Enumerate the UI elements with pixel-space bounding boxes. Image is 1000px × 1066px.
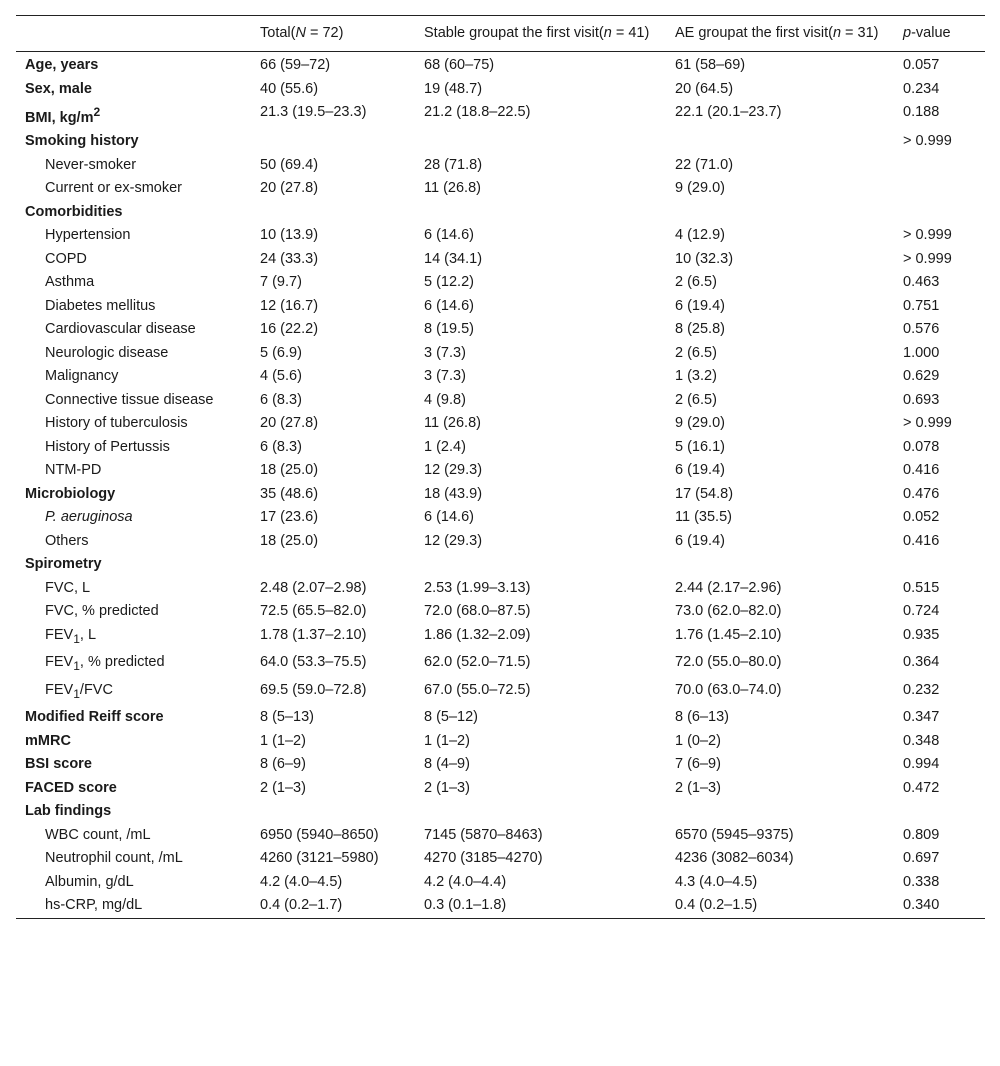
cell-stable: 4270 (3185–4270)	[424, 850, 543, 866]
cell-ae: 73.0 (62.0–82.0)	[675, 603, 782, 620]
row-label: Asthma	[45, 274, 95, 291]
row-label: Cardiovascular disease	[45, 321, 196, 338]
cell-stable: 3 (7.3)	[424, 344, 466, 361]
cell-ae: 6 (19.4)	[675, 532, 725, 549]
table-row	[16, 706, 985, 730]
cell-p-value: 0.234	[903, 80, 940, 97]
cell-ae: 2.44 (2.17–2.96)	[675, 579, 782, 596]
cell-p-value: 0.935	[903, 626, 940, 643]
table-row	[16, 777, 985, 801]
table-row	[16, 506, 985, 530]
cell-stable: 4.2 (4.0–4.4)	[424, 873, 507, 890]
cell-total: 4.2 (4.0–4.5)	[260, 873, 343, 890]
cell-p-value: 0.751	[903, 297, 940, 314]
cell-stable: 2 (1–3)	[424, 779, 470, 796]
row-label: History of Pertussis	[45, 438, 170, 455]
table-row	[16, 154, 985, 178]
cell-p-value: 0.078	[903, 438, 940, 455]
cell-ae: 9 (29.0)	[675, 415, 725, 432]
cell-stable: 6 (14.6)	[424, 509, 474, 526]
row-label: Lab findings	[25, 803, 112, 819]
table-row	[16, 800, 985, 824]
table-body	[16, 52, 985, 919]
cell-ae	[665, 553, 893, 577]
row-label: Microbiology	[25, 485, 116, 502]
row-label: $FEV_1$, % predicted	[45, 654, 165, 674]
cell-p-value: 0.347	[903, 709, 940, 725]
cell-ae: 70.0 (63.0–74.0)	[675, 681, 782, 698]
cell-total	[250, 800, 414, 824]
row-label: FVC, L	[45, 579, 91, 596]
cell-ae: 6 (19.4)	[675, 462, 725, 479]
cell-p-value	[893, 800, 985, 824]
table-row	[16, 847, 985, 871]
cell-p-value: > 0.999	[903, 250, 952, 267]
cell-p-value: 0.697	[903, 850, 940, 866]
cell-stable	[414, 800, 665, 824]
cell-stable: 8 (5–12)	[424, 709, 479, 725]
cell-ae: 2 (6.5)	[675, 391, 717, 408]
row-label: COPD	[45, 250, 87, 267]
cell-total: 4 (5.6)	[260, 368, 302, 385]
cell-p-value: 0.463	[903, 274, 940, 291]
cell-ae: 22.1 (20.1–23.7)	[675, 104, 782, 120]
cell-p-value	[893, 553, 985, 577]
cell-total: 7 (9.7)	[260, 274, 302, 291]
row-label: Others	[45, 532, 89, 549]
cell-p-value	[893, 201, 985, 225]
cell-ae: 17 (54.8)	[675, 485, 734, 502]
cell-ae: 1 (3.2)	[675, 368, 717, 385]
header-total: Total(N = 72)	[260, 25, 344, 41]
cell-p-value	[893, 154, 985, 178]
cell-p-value	[893, 177, 985, 201]
cell-ae: 1.76 (1.45–2.10)	[675, 626, 782, 643]
cell-ae: 7 (6–9)	[675, 756, 721, 772]
cell-p-value: 1.000	[903, 344, 940, 361]
header-stable-group: Stable groupat the first visit(n = 41)	[424, 25, 650, 41]
row-label: Malignancy	[45, 368, 119, 385]
cell-total: 40 (55.6)	[260, 80, 319, 97]
cell-stable: 72.0 (68.0–87.5)	[424, 603, 531, 620]
cell-stable: 12 (29.3)	[424, 462, 483, 479]
cell-stable: 8 (4–9)	[424, 756, 470, 772]
cell-total: 6 (8.3)	[260, 391, 302, 408]
cell-total: 72.5 (65.5–82.0)	[260, 603, 367, 620]
cell-ae: 5 (16.1)	[675, 438, 725, 455]
cell-stable: 21.2 (18.8–22.5)	[424, 104, 531, 120]
row-label: Sex, male	[25, 80, 92, 97]
row-label: hs-CRP, mg/dL	[45, 897, 143, 913]
cell-total	[250, 553, 414, 577]
cell-p-value: 0.057	[903, 57, 940, 73]
header-p-value: p-value	[903, 25, 951, 41]
cell-total: 6950 (5940–8650)	[260, 826, 379, 843]
cell-total: 20 (27.8)	[260, 415, 319, 432]
cell-stable: 0.3 (0.1–1.8)	[424, 897, 507, 913]
table-row	[16, 412, 985, 436]
cell-total: 69.5 (59.0–72.8)	[260, 681, 367, 698]
table-row	[16, 271, 985, 295]
row-label: Neutrophil count, /mL	[45, 850, 183, 866]
cell-stable: 4 (9.8)	[424, 391, 466, 408]
cell-stable: 1 (2.4)	[424, 438, 466, 455]
table-row	[16, 577, 985, 601]
cell-ae: 6 (19.4)	[675, 297, 725, 314]
row-label: Age, years	[25, 57, 99, 73]
table-row	[16, 436, 985, 460]
row-label: Smoking history	[25, 133, 139, 150]
cell-stable: 6 (14.6)	[424, 227, 474, 244]
row-label: Neurologic disease	[45, 344, 169, 361]
row-label: Never-smoker	[45, 156, 137, 173]
cell-stable: 62.0 (52.0–71.5)	[424, 654, 531, 671]
table-row	[16, 871, 985, 895]
cell-total: 21.3 (19.5–23.3)	[260, 104, 367, 120]
cell-ae: 10 (32.3)	[675, 250, 734, 267]
table-row	[16, 553, 985, 577]
cell-p-value: 0.052	[903, 509, 940, 526]
row-label: $FEV_1$/FVC	[45, 681, 113, 701]
cell-stable: 67.0 (55.0–72.5)	[424, 681, 531, 698]
cell-ae: 4.3 (4.0–4.5)	[675, 873, 758, 890]
cell-ae	[665, 130, 893, 154]
table-row	[16, 52, 985, 78]
baseline-characteristics-table	[16, 15, 985, 919]
row-label: mMRC	[25, 732, 71, 749]
table-row	[16, 318, 985, 342]
row-label: BSI score	[25, 756, 92, 772]
cell-total: 8 (6–9)	[260, 756, 306, 772]
table-row	[16, 530, 985, 554]
table-row	[16, 753, 985, 777]
cell-p-value: 0.693	[903, 391, 940, 408]
cell-ae: 8 (25.8)	[675, 321, 725, 338]
cell-stable: 6 (14.6)	[424, 297, 474, 314]
cell-ae	[665, 800, 893, 824]
header-row	[16, 16, 985, 52]
cell-stable: 28 (71.8)	[424, 156, 483, 173]
cell-ae: 4236 (3082–6034)	[675, 850, 794, 866]
cell-stable: 1 (1–2)	[424, 732, 470, 749]
table-row	[16, 624, 985, 651]
row-label: FACED score	[25, 779, 117, 796]
cell-ae: 61 (58–69)	[675, 57, 746, 73]
row-label: P. aeruginosa	[45, 509, 133, 526]
table-row	[16, 894, 985, 918]
cell-total	[250, 201, 414, 225]
cell-p-value: 0.476	[903, 485, 940, 502]
cell-total: 6 (8.3)	[260, 438, 302, 455]
cell-p-value: 0.232	[903, 681, 940, 698]
row-label: Current or ex-smoker	[45, 180, 182, 197]
cell-p-value: 0.994	[903, 756, 940, 772]
cell-p-value: 0.629	[903, 368, 940, 385]
row-label: Diabetes mellitus	[45, 297, 156, 314]
cell-stable: 19 (48.7)	[424, 80, 483, 97]
cell-total	[250, 130, 414, 154]
row-label: Albumin, g/dL	[45, 873, 134, 890]
cell-ae: 6570 (5945–9375)	[675, 826, 794, 843]
cell-total: 50 (69.4)	[260, 156, 319, 173]
cell-stable	[414, 130, 665, 154]
cell-ae: 4 (12.9)	[675, 227, 725, 244]
baseline-characteristics-table-container	[16, 15, 985, 919]
cell-stable: 7145 (5870–8463)	[424, 826, 543, 843]
cell-p-value: 0.188	[903, 104, 940, 120]
cell-stable: 5 (12.2)	[424, 274, 474, 291]
cell-ae: 2 (6.5)	[675, 274, 717, 291]
cell-stable: 68 (60–75)	[424, 57, 495, 73]
cell-ae: 8 (6–13)	[675, 709, 730, 725]
cell-stable	[414, 201, 665, 225]
cell-stable: 11 (26.8)	[424, 180, 481, 197]
header-label-cell	[16, 16, 250, 52]
cell-ae: 2 (1–3)	[675, 779, 721, 796]
row-label: NTM-PD	[45, 462, 102, 479]
cell-ae: 20 (64.5)	[675, 80, 734, 97]
row-label: BMI, $kg/m^2$	[25, 105, 101, 126]
table-row	[16, 78, 985, 102]
table-row	[16, 248, 985, 272]
cell-stable: 8 (19.5)	[424, 321, 474, 338]
cell-ae: 22 (71.0)	[675, 156, 734, 173]
table-row	[16, 483, 985, 507]
cell-p-value: 0.416	[903, 532, 940, 549]
cell-p-value: 0.724	[903, 603, 940, 620]
cell-stable: 14 (34.1)	[424, 250, 483, 267]
cell-ae: 2 (6.5)	[675, 344, 717, 361]
cell-p-value: 0.348	[903, 732, 940, 749]
cell-p-value: > 0.999	[903, 227, 952, 244]
cell-total: 20 (27.8)	[260, 180, 319, 197]
row-label: FVC, % predicted	[45, 603, 159, 620]
cell-ae: 1 (0–2)	[675, 732, 721, 749]
cell-p-value: 0.515	[903, 579, 940, 596]
table-row	[16, 101, 985, 130]
row-label: $FEV_1$, L	[45, 626, 97, 646]
table-row	[16, 342, 985, 366]
row-label: Modified Reiff score	[25, 709, 164, 725]
row-label: Connective tissue disease	[45, 391, 214, 408]
row-label: Hypertension	[45, 227, 131, 244]
table-row	[16, 651, 985, 678]
cell-total: 12 (16.7)	[260, 297, 319, 314]
cell-total: 66 (59–72)	[260, 57, 331, 73]
cell-total: 10 (13.9)	[260, 227, 319, 244]
cell-total: 17 (23.6)	[260, 509, 319, 526]
cell-stable	[414, 553, 665, 577]
cell-ae: 72.0 (55.0–80.0)	[675, 654, 782, 671]
cell-total: 24 (33.3)	[260, 250, 319, 267]
cell-p-value: 0.472	[903, 779, 940, 796]
cell-p-value: > 0.999	[903, 415, 952, 432]
table-row	[16, 824, 985, 848]
table-row	[16, 600, 985, 624]
cell-total: 8 (5–13)	[260, 709, 315, 725]
cell-p-value: 0.576	[903, 321, 940, 338]
row-label: Comorbidities	[25, 203, 123, 220]
row-label: Spirometry	[25, 556, 102, 573]
cell-ae: 11 (35.5)	[675, 509, 732, 526]
row-label: WBC count, /mL	[45, 826, 151, 843]
cell-stable: 2.53 (1.99–3.13)	[424, 579, 531, 596]
cell-total: 18 (25.0)	[260, 462, 319, 479]
cell-p-value: 0.340	[903, 897, 940, 913]
cell-stable: 12 (29.3)	[424, 532, 483, 549]
cell-ae: 9 (29.0)	[675, 180, 725, 197]
cell-total: 5 (6.9)	[260, 344, 302, 361]
cell-total: 0.4 (0.2–1.7)	[260, 897, 343, 913]
cell-p-value: 0.338	[903, 873, 940, 890]
cell-stable: 1.86 (1.32–2.09)	[424, 626, 531, 643]
cell-total: 1 (1–2)	[260, 732, 306, 749]
cell-p-value: 0.809	[903, 826, 940, 843]
cell-p-value: 0.364	[903, 654, 940, 671]
cell-ae	[665, 201, 893, 225]
row-label: History of tuberculosis	[45, 415, 188, 432]
header-ae-group: AE groupat the first visit(n = 31)	[675, 25, 879, 41]
cell-total: 2.48 (2.07–2.98)	[260, 579, 367, 596]
cell-p-value: 0.416	[903, 462, 940, 479]
cell-p-value: > 0.999	[903, 133, 952, 150]
table-row	[16, 459, 985, 483]
table-row	[16, 130, 985, 154]
cell-total: 16 (22.2)	[260, 321, 319, 338]
table-row	[16, 201, 985, 225]
cell-stable: 18 (43.9)	[424, 485, 483, 502]
cell-total: 64.0 (53.3–75.5)	[260, 654, 367, 671]
cell-stable: 11 (26.8)	[424, 415, 481, 432]
cell-total: 18 (25.0)	[260, 532, 319, 549]
cell-total: 35 (48.6)	[260, 485, 319, 502]
cell-stable: 3 (7.3)	[424, 368, 466, 385]
table-row	[16, 730, 985, 754]
table-row	[16, 679, 985, 706]
cell-total: 2 (1–3)	[260, 779, 306, 796]
table-row	[16, 389, 985, 413]
table-row	[16, 295, 985, 319]
table-row	[16, 365, 985, 389]
table-row	[16, 177, 985, 201]
table-row	[16, 224, 985, 248]
table-header	[16, 16, 985, 52]
cell-total: 1.78 (1.37–2.10)	[260, 626, 367, 643]
cell-ae: 0.4 (0.2–1.5)	[675, 897, 758, 913]
cell-total: 4260 (3121–5980)	[260, 850, 379, 866]
